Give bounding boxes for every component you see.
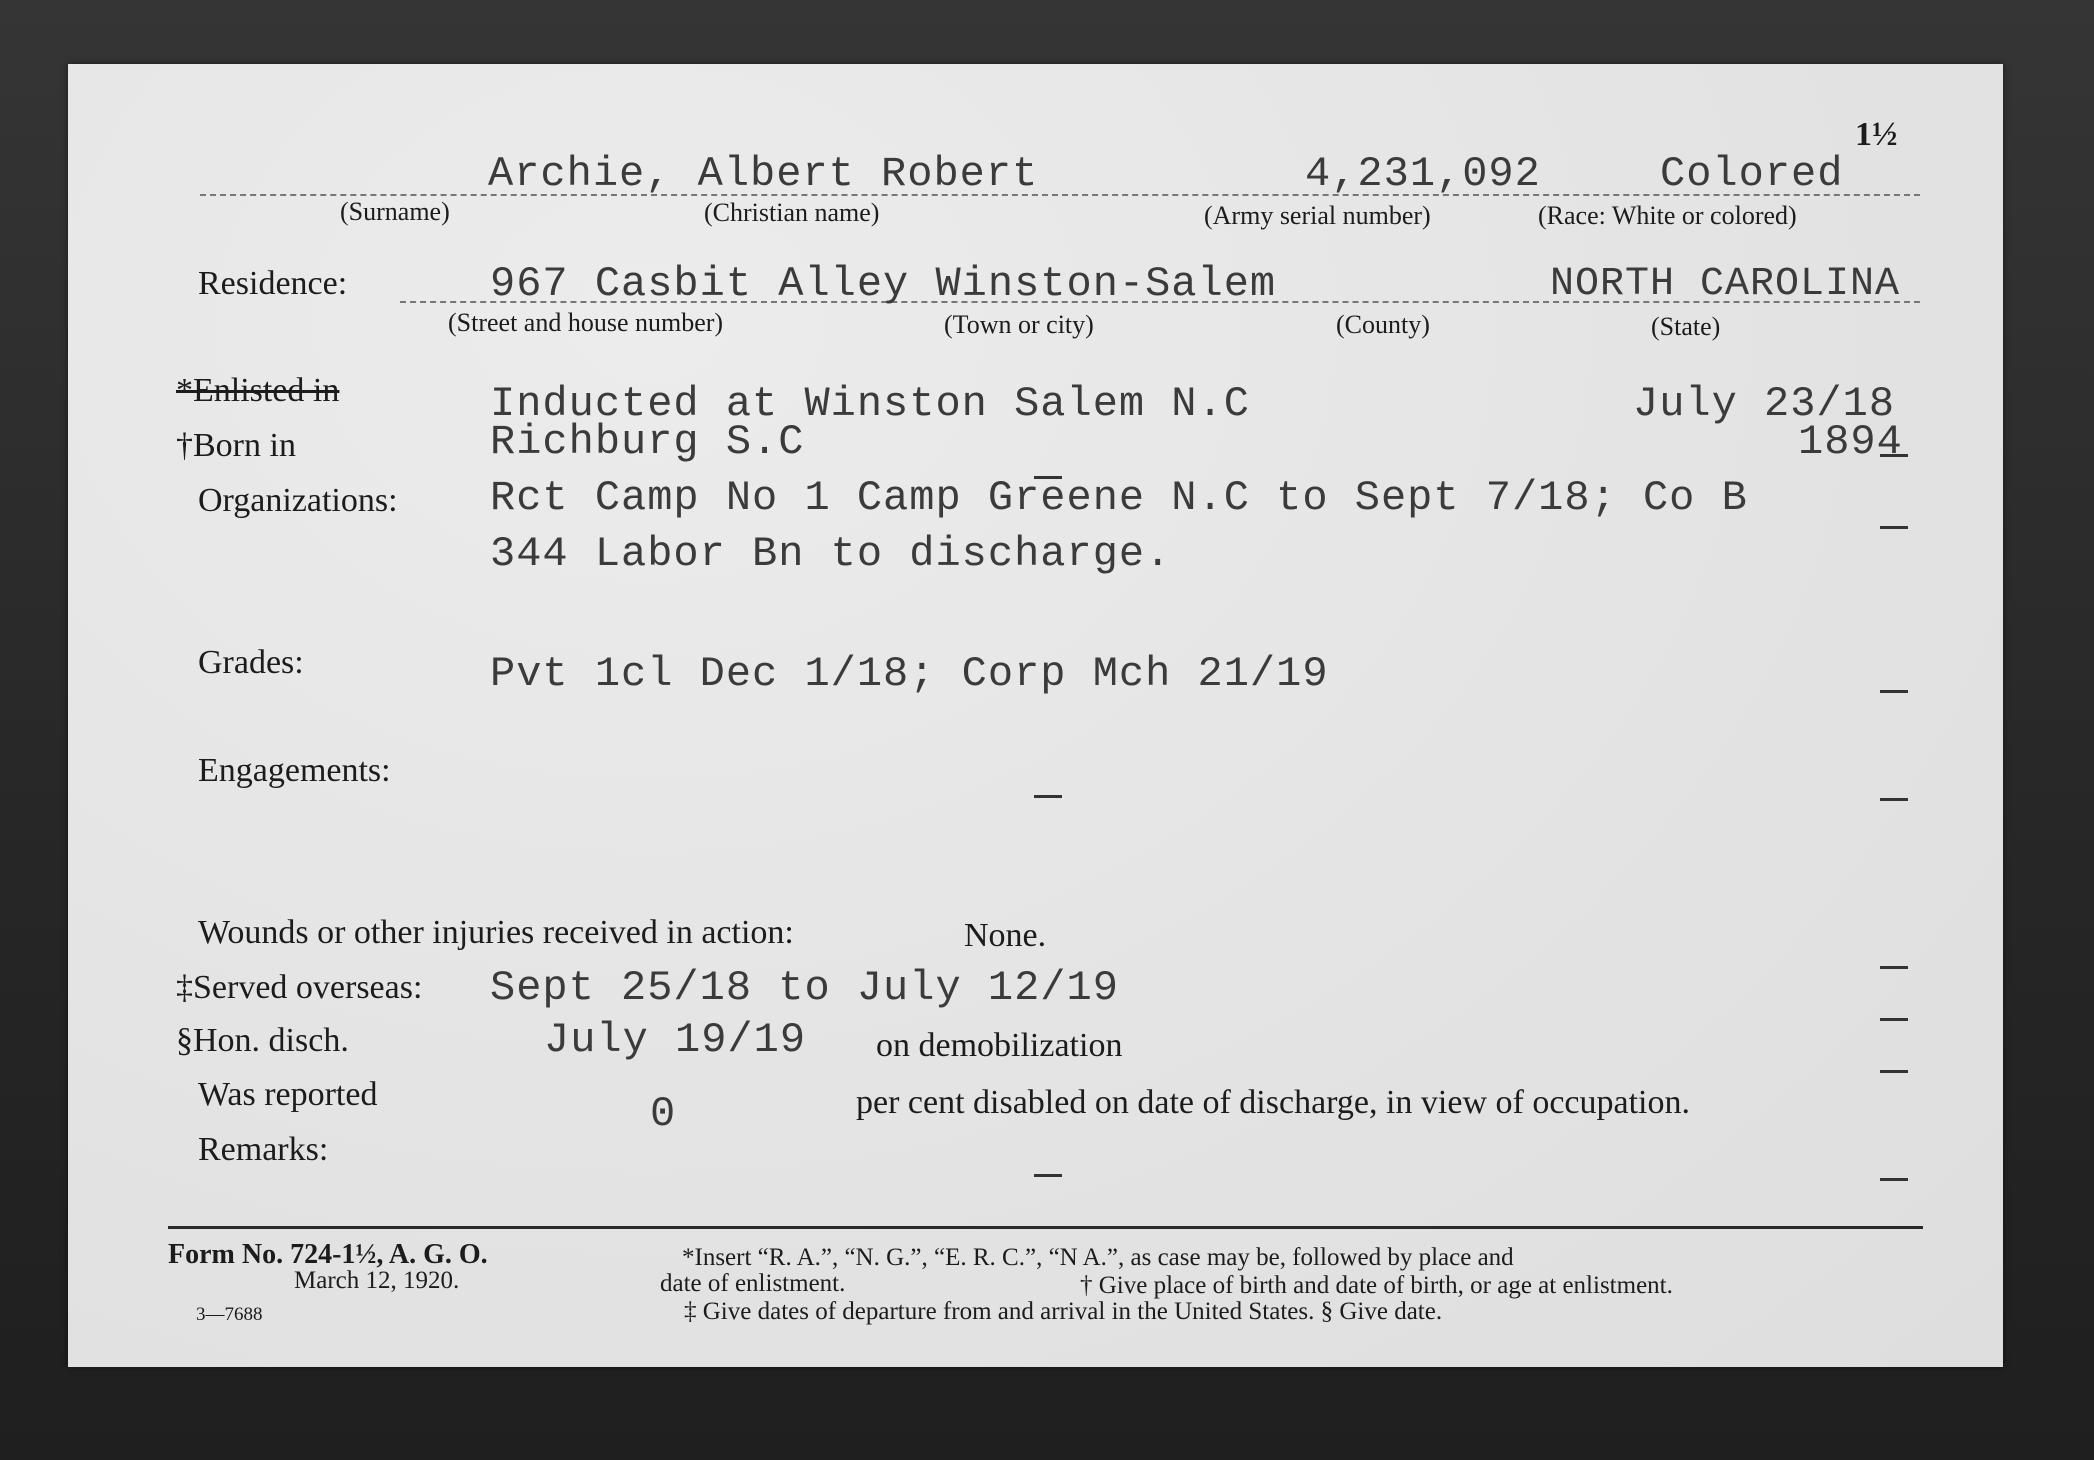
card-number: 1½	[1855, 116, 1898, 153]
blank-mark	[1880, 690, 1908, 693]
blank-mark	[1034, 476, 1062, 479]
grades-label: Grades:	[198, 644, 304, 681]
blank-mark	[1880, 798, 1908, 801]
hon-disch-reason: on demobilization	[876, 1027, 1123, 1064]
organizations-line-2: 344 Labor Bn to discharge.	[490, 530, 1172, 578]
footnote-overseas: ‡ Give dates of departure from and arrival in the United States. § Give date.	[684, 1298, 1443, 1325]
born-value: Richburg S.C	[490, 418, 805, 466]
served-overseas-value: Sept 25/18 to July 12/19	[490, 964, 1119, 1012]
footnote-insert: *Insert “R. A.”, “N. G.”, “E. R. C.”, “N A.”, as case may be, followed by place and	[682, 1244, 1514, 1271]
blank-mark	[1034, 795, 1062, 798]
surname-christian-name: Archie, Albert Robert	[488, 150, 1039, 198]
enlisted-label: *Enlisted in	[176, 372, 340, 409]
caption-county: (County)	[1336, 310, 1430, 339]
caption-town: (Town or city)	[944, 310, 1094, 339]
footnote-enlistment: date of enlistment.	[660, 1270, 846, 1297]
disability-text: per cent disabled on date of discharge, in view of occupation.	[856, 1084, 1690, 1121]
hon-disch-date: July 19/19	[544, 1016, 807, 1064]
caption-race: (Race: White or colored)	[1538, 201, 1797, 230]
enlisted-date: July 23/18	[1633, 380, 1896, 428]
disability-percent: 0	[650, 1090, 677, 1138]
organizations-label: Organizations:	[198, 482, 398, 519]
wounds-label: Wounds or other injuries received in action:	[198, 914, 794, 951]
hon-disch-label: §Hon. disch.	[176, 1022, 349, 1059]
footer-rule	[168, 1226, 1923, 1229]
army-serial-number: 4,231,092	[1305, 150, 1541, 198]
remarks-label: Remarks:	[198, 1131, 329, 1168]
residence-street-city: 967 Casbit Alley Winston-Salem	[490, 260, 1277, 308]
born-year: 1894	[1798, 418, 1903, 466]
caption-surname: (Surname)	[340, 197, 450, 226]
blank-mark	[1880, 1178, 1908, 1181]
wounds-value: None.	[964, 917, 1047, 954]
served-overseas-label: ‡Served overseas:	[176, 969, 423, 1006]
born-label: †Born in	[176, 427, 296, 464]
engagements-label: Engagements:	[198, 752, 391, 789]
residence-state: NORTH CAROLINA	[1550, 262, 1901, 307]
caption-serial-number: (Army serial number)	[1204, 201, 1431, 230]
blank-mark	[1034, 1174, 1062, 1177]
footnote-birth: † Give place of birth and date of birth, or age at enlistment.	[1080, 1272, 1673, 1299]
organizations-line-1: Rct Camp No 1 Camp Greene N.C to Sept 7/18; Co B	[490, 474, 1748, 522]
was-reported-label: Was reported	[198, 1076, 378, 1113]
caption-christian-name: (Christian name)	[704, 198, 880, 227]
form-date: March 12, 1920.	[294, 1267, 460, 1294]
form-number: Form No. 724-1½, A. G. O.	[168, 1239, 488, 1270]
blank-mark	[1880, 966, 1908, 969]
print-code: 3—7688	[196, 1304, 263, 1325]
blank-mark	[1880, 454, 1908, 457]
blank-mark	[1880, 526, 1908, 529]
residence-label: Residence:	[198, 265, 348, 302]
blank-mark	[1880, 1018, 1908, 1021]
caption-street: (Street and house number)	[448, 308, 724, 337]
caption-state: (State)	[1651, 312, 1721, 341]
enlisted-value: Inducted at Winston Salem N.C	[490, 380, 1250, 428]
blank-mark	[1880, 1070, 1908, 1073]
race-value: Colored	[1660, 150, 1844, 198]
grades-value: Pvt 1cl Dec 1/18; Corp Mch 21/19	[490, 650, 1329, 698]
service-record-card	[68, 64, 2003, 1367]
